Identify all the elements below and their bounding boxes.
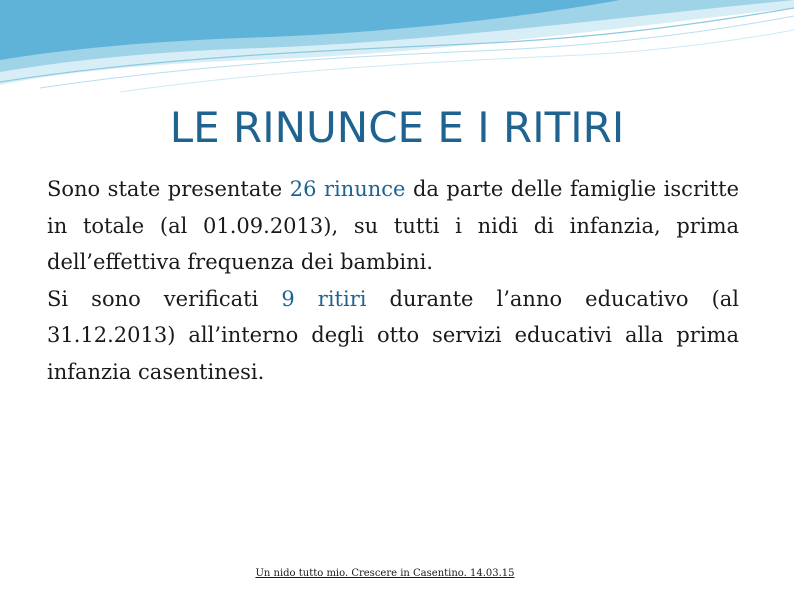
highlight-ritiri: 9 ritiri	[281, 286, 367, 311]
paragraph-rinunce-after: da parte delle famiglie iscritte in totale (al 01.09.2013), su tutti i nidi di infanzia, prima dell’effettiva frequenza dei bambini.	[47, 177, 740, 274]
slide-body	[47, 171, 739, 390]
slide-title: LE RINUNCE E I RITIRI	[169, 103, 625, 152]
paragraph-rinunce	[47, 171, 739, 281]
paragraph-rinunce-before: Sono state presentate	[47, 177, 290, 201]
highlight-rinunce: 26 rinunce	[289, 177, 406, 201]
paragraph-ritiri-before: Si sono verificati	[47, 286, 282, 311]
slide-footer: Un nido tutto mio. Crescere in Casentino. 14.03.15	[255, 568, 515, 579]
wave-header-decoration	[0, 0, 794, 100]
paragraph-ritiri	[47, 281, 739, 391]
paragraph-ritiri-after: durante l’anno educativo (al 31.12.2013) all’interno degli otto servizi educativi alla prima infanzia casentinesi.	[47, 286, 739, 384]
